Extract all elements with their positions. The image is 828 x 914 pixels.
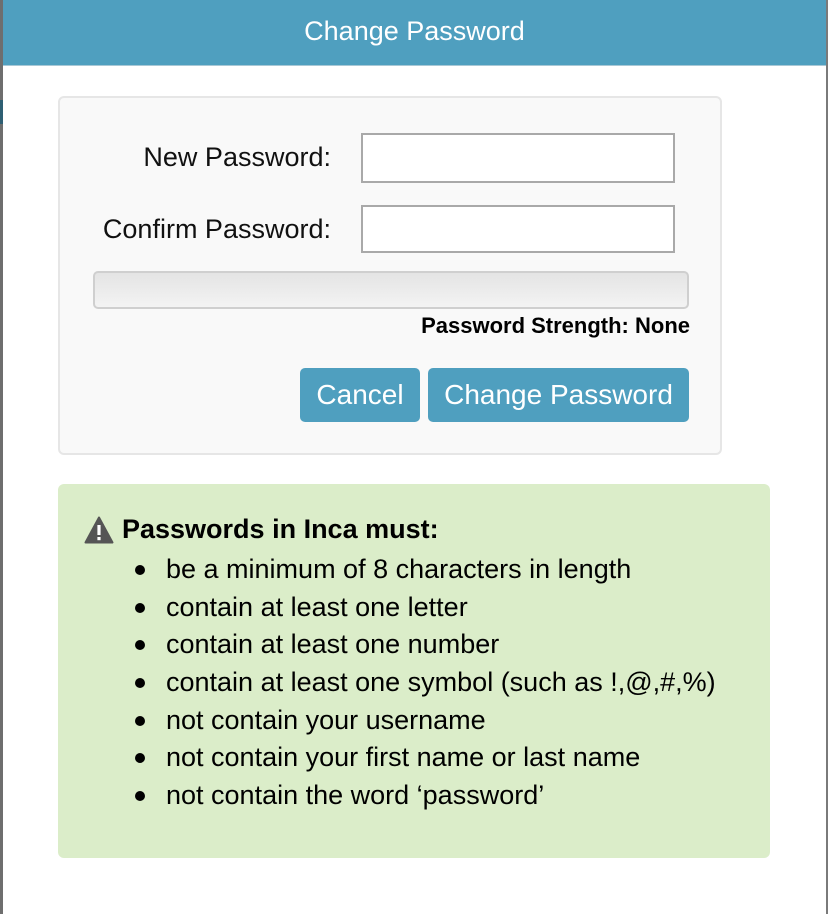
rule-text: contain at least one symbol (such as !,@,#,%): [166, 667, 716, 698]
change-password-dialog: [3, 0, 826, 914]
rule-list-item: [58, 739, 716, 777]
password-strength-meter: [93, 271, 689, 309]
bullet-icon: [135, 603, 145, 613]
confirm-password-input[interactable]: [361, 205, 675, 253]
rule-text: not contain your username: [166, 704, 486, 735]
bullet-icon: [135, 565, 145, 575]
new-password-label: New Password:: [143, 142, 331, 172]
dialog-titlebar: [3, 0, 826, 66]
confirm-password-label: Confirm Password:: [102, 214, 331, 244]
rule-list-item: [58, 664, 716, 702]
rules-list: [58, 551, 716, 815]
cancel-button[interactable]: Cancel: [300, 368, 420, 422]
rule-text: be a minimum of 8 characters in length: [166, 554, 632, 584]
rule-list-item: [58, 589, 716, 627]
rule-list-item: [58, 702, 716, 740]
rule-list-item: [58, 777, 716, 815]
new-password-input[interactable]: [361, 133, 675, 183]
rule-list-item: [58, 626, 716, 664]
bullet-icon: [135, 716, 145, 726]
bullet-icon: [135, 678, 145, 688]
password-rules-panel: [58, 484, 770, 858]
rules-heading-text: Passwords in Inca must:: [122, 514, 439, 544]
rule-list-item: [58, 551, 716, 589]
bullet-icon: [135, 791, 145, 801]
bullet-icon: [135, 753, 145, 763]
change-password-button[interactable]: Change Password: [428, 368, 689, 422]
dialog-title: Change Password: [304, 16, 525, 46]
password-form: [58, 96, 722, 455]
rule-text: contain at least one number: [166, 629, 500, 660]
bullet-icon: [135, 640, 145, 650]
rule-text: contain at least one letter: [166, 591, 468, 622]
password-strength-text: Password Strength: None: [421, 313, 690, 338]
rule-text: not contain the word ‘password’: [166, 780, 545, 811]
warning-icon: [84, 516, 114, 544]
rules-heading: [84, 514, 439, 545]
rule-text: not contain your first name or last name: [166, 742, 641, 773]
